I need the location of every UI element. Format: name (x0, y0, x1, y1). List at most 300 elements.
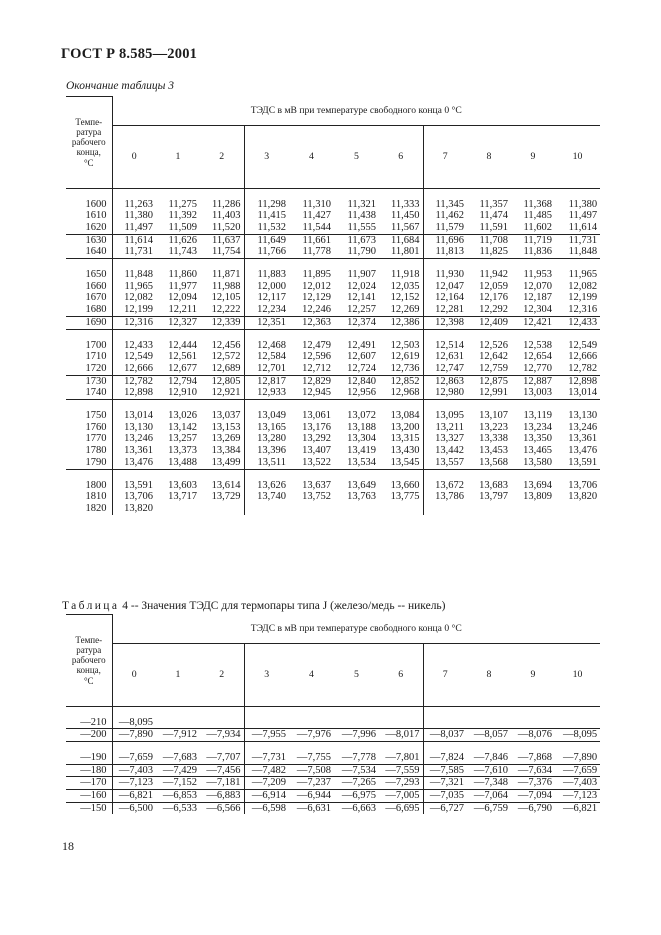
page-number: 18 (62, 839, 74, 853)
emf-value-cell: —8,095 (555, 729, 600, 742)
row-temperature: 1720 (66, 363, 112, 375)
emf-value-cell: 11,368 (523, 198, 552, 210)
emf-value-cell: —6,631 (296, 802, 331, 814)
emf-value-cell: —7,237 (289, 777, 334, 790)
row-temperature: 1790 (66, 457, 112, 469)
column-header-2: 2 (200, 643, 244, 706)
column-header-1: 1 (156, 643, 200, 706)
emf-value-cell: 13,037 (200, 410, 244, 422)
emf-value-cell: 11,637 (200, 234, 244, 246)
emf-value-cell: 11,719 (523, 234, 552, 246)
emf-value-cell: 11,614 (124, 234, 153, 246)
emf-value-cell: 12,956 (334, 387, 379, 399)
emf-value-cell: —7,403 (555, 777, 600, 790)
emf-value-cell: 13,591 (555, 457, 600, 469)
emf-value-cell: 12,433 (124, 339, 153, 351)
emf-value-cell: 12,035 (379, 281, 423, 293)
emf-value-cell: 13,234 (523, 421, 552, 433)
emf-value-cell: 12,584 (257, 351, 286, 363)
temp-header-line: ратура (76, 644, 102, 655)
emf-value-cell: 11,942 (479, 269, 508, 281)
emf-value-cell: 12,059 (479, 280, 508, 292)
emf-value-cell: 13,706 (124, 491, 153, 503)
temp-header-line: конца, (76, 147, 101, 158)
emf-value-cell: —7,890 (112, 729, 156, 742)
emf-value-cell: 13,660 (379, 480, 423, 492)
emf-value-cell: 11,509 (156, 222, 200, 234)
emf-value-cell: 11,825 (467, 246, 511, 258)
emf-value-cell: 13,292 (302, 433, 331, 445)
column-header-3: 3 (244, 125, 289, 188)
emf-value-cell: 12,724 (334, 363, 379, 375)
row-temperature: 1810 (66, 491, 112, 503)
table3 (66, 96, 600, 515)
temp-column-header (66, 615, 112, 707)
emf-value-cell: —6,695 (379, 802, 423, 814)
emf-value-cell: —7,890 (555, 752, 600, 764)
row-temperature: —180 (66, 764, 112, 777)
emf-value-cell: 12,117 (257, 292, 286, 304)
emf-value-cell: —7,123 (555, 790, 600, 803)
emf-value-cell: 11,474 (479, 210, 508, 222)
emf-value-cell: 12,000 (257, 280, 286, 292)
emf-value-cell (379, 717, 423, 729)
emf-value-cell: 12,933 (244, 387, 289, 399)
emf-value-cell: —8,037 (423, 729, 467, 742)
emf-value-cell: —8,076 (511, 729, 555, 742)
emf-value-cell: 13,246 (124, 433, 153, 445)
emf-value-cell: —7,559 (379, 764, 423, 777)
emf-value-cell: —7,824 (423, 752, 467, 764)
temp-header-line: рабочего (71, 137, 106, 148)
emf-value-cell (200, 503, 244, 515)
emf-value-cell: 11,310 (302, 198, 331, 210)
emf-value-cell: 12,968 (379, 387, 423, 399)
row-gap (66, 706, 600, 717)
emf-value-cell: 12,701 (244, 363, 289, 375)
column-header-0: 0 (112, 125, 156, 188)
emf-value-cell: —7,094 (511, 790, 555, 803)
row-temperature: 1800 (66, 480, 112, 492)
emf-value-cell: 11,731 (568, 234, 598, 246)
table4 (66, 614, 600, 814)
emf-value-cell: 13,304 (347, 433, 376, 445)
emf-value-cell: 11,321 (347, 198, 376, 210)
row-temperature: 1670 (66, 292, 112, 304)
emf-value-cell: 12,129 (302, 292, 331, 304)
emf-value-cell: 11,965 (124, 280, 153, 292)
column-header-6: 6 (379, 125, 423, 188)
emf-value-cell: 11,684 (379, 234, 423, 246)
column-header-8: 8 (467, 643, 511, 706)
emf-value-cell: —8,095 (112, 717, 156, 729)
emf-value-cell: 11,415 (257, 210, 286, 222)
emf-value-cell (156, 503, 200, 515)
emf-value-cell: 13,430 (379, 445, 423, 457)
emf-value-cell (289, 717, 334, 729)
emf-value-cell: 13,361 (124, 445, 153, 457)
emf-value-cell: 13,153 (200, 422, 244, 434)
row-temperature: 1730 (66, 375, 112, 387)
emf-value-cell: 13,003 (511, 387, 555, 399)
temp-header-line: °С (83, 157, 94, 168)
emf-value-cell: 12,782 (124, 375, 153, 387)
emf-value-cell: —7,707 (200, 752, 244, 764)
emf-value-cell: 12,898 (112, 387, 156, 399)
emf-value-cell: —7,955 (244, 729, 289, 742)
table-row (66, 269, 600, 281)
emf-value-cell: 11,345 (435, 198, 464, 210)
emf-value-cell: 12,468 (257, 339, 286, 351)
column-header-5: 5 (334, 125, 379, 188)
emf-value-cell: 13,026 (168, 410, 197, 422)
emf-value-cell: 11,754 (200, 246, 244, 258)
emf-value-cell: 11,766 (244, 246, 289, 258)
emf-value-cell: 11,333 (379, 199, 423, 211)
emf-value-cell: —6,727 (429, 802, 464, 814)
emf-value-cell: —6,821 (112, 790, 156, 803)
row-temperature: 1780 (66, 445, 112, 457)
emf-value-cell: 12,538 (523, 339, 552, 351)
row-temperature: 1630 (66, 234, 112, 246)
emf-value-cell: 12,852 (379, 375, 423, 387)
emf-value-cell: 13,442 (435, 445, 464, 457)
row-gap (66, 400, 600, 411)
emf-value-cell: 12,654 (523, 351, 552, 363)
row-temperature: —190 (66, 752, 112, 764)
column-header-0: 0 (112, 643, 156, 706)
emf-value-cell: 12,363 (289, 316, 334, 329)
emf-value-cell: 11,918 (379, 269, 423, 281)
emf-value-cell: —7,801 (379, 752, 423, 764)
emf-value-cell: 11,801 (379, 246, 423, 258)
emf-value-cell (244, 717, 289, 729)
emf-value-cell: 12,281 (423, 304, 467, 316)
table-row (66, 752, 600, 764)
emf-value-cell: 11,544 (289, 222, 334, 234)
table4-caption-prefix: Таблица (62, 600, 120, 612)
emf-value-cell: 13,396 (257, 445, 286, 457)
emf-value-cell: 12,082 (124, 292, 153, 304)
emf-value-cell: 13,465 (523, 445, 552, 457)
emf-value-cell: 12,246 (289, 304, 334, 316)
emf-value-cell: 11,555 (334, 222, 379, 234)
table-row (66, 802, 600, 814)
emf-value-cell: 12,012 (302, 280, 331, 292)
emf-value-cell: 12,269 (379, 304, 423, 316)
emf-value-cell: —7,181 (200, 777, 244, 790)
emf-value-cell: 11,895 (302, 269, 331, 281)
emf-value-cell: —7,755 (289, 752, 334, 764)
emf-value-cell: 12,689 (200, 363, 244, 375)
column-header-7: 7 (423, 643, 467, 706)
emf-value-cell: 13,095 (435, 410, 464, 422)
emf-value-cell: —7,683 (156, 752, 200, 764)
emf-value-cell: 12,070 (523, 280, 552, 292)
table-row (66, 316, 600, 329)
emf-value-cell: 11,532 (244, 222, 289, 234)
table-row (66, 387, 600, 399)
emf-value-cell: 11,485 (523, 210, 552, 222)
emf-value-cell: 11,696 (435, 234, 464, 246)
emf-value-cell: 12,433 (555, 316, 600, 329)
column-header-4: 4 (289, 643, 334, 706)
emf-value-cell: 12,339 (200, 316, 244, 329)
emf-value-cell: 12,759 (467, 363, 511, 375)
table-row (66, 777, 600, 790)
emf-value-cell: 11,380 (124, 210, 153, 222)
table-row (66, 375, 600, 387)
table4-caption-text: -- Значения ТЭДС для термопары типа J (железо/медь -- никель) (127, 600, 446, 612)
column-header-2: 2 (200, 125, 244, 188)
temp-header-line: ратура (76, 126, 102, 137)
emf-value-cell: —6,975 (334, 790, 379, 803)
row-temperature: 1760 (66, 422, 112, 434)
emf-value-cell: —7,659 (555, 764, 600, 777)
emf-value-cell: 13,014 (124, 410, 153, 422)
emf-value-cell: 12,141 (347, 292, 376, 304)
emf-value-cell: 13,200 (379, 422, 423, 434)
table-row (66, 340, 600, 352)
table3-continuation-caption: Окончание таблицы 3 (66, 80, 174, 92)
emf-value-cell: 13,014 (555, 387, 600, 399)
emf-value-cell: —6,914 (244, 790, 289, 803)
temp-header-line: конца, (76, 665, 101, 676)
emf-value-cell (423, 503, 467, 515)
emf-value-cell: 13,522 (289, 457, 334, 469)
emf-value-cell: 12,456 (200, 340, 244, 352)
emf-value-cell (289, 503, 334, 515)
table-row (66, 445, 600, 457)
emf-value-cell: 13,176 (302, 421, 331, 433)
column-header-5: 5 (334, 643, 379, 706)
row-temperature: 1770 (66, 433, 112, 445)
emf-value-cell: —7,209 (244, 777, 289, 790)
emf-value-cell: 11,357 (479, 198, 508, 210)
emf-value-cell: —6,944 (289, 790, 334, 803)
emf-value-cell (467, 717, 511, 729)
emf-value-cell: 12,164 (435, 292, 464, 304)
table-row (66, 234, 600, 246)
emf-value-cell: 13,717 (168, 491, 197, 503)
row-temperature: 1600 (66, 199, 112, 211)
emf-super-header: ТЭДС в мВ при температуре свободного конца 0 °С (112, 97, 600, 126)
emf-value-cell: —7,868 (511, 752, 555, 764)
emf-value-cell: 12,503 (379, 340, 423, 352)
emf-value-cell: 12,316 (112, 316, 156, 329)
emf-value-cell: 13,453 (479, 445, 508, 457)
emf-value-cell: —7,005 (379, 790, 423, 803)
row-temperature: 1820 (66, 503, 112, 515)
emf-value-cell: 12,421 (511, 316, 555, 329)
emf-value-cell: 12,794 (168, 375, 197, 387)
row-temperature: —200 (66, 729, 112, 742)
emf-value-cell: 11,988 (200, 281, 244, 293)
temp-header-line: рабочего (71, 655, 106, 666)
emf-value-cell: 13,119 (523, 410, 552, 422)
emf-value-cell: 11,860 (168, 269, 197, 281)
emf-value-cell: 12,712 (289, 363, 334, 375)
row-gap (66, 469, 600, 480)
emf-value-cell: 11,263 (124, 198, 153, 210)
row-temperature: —160 (66, 790, 112, 803)
emf-value-cell: 11,392 (168, 210, 197, 222)
emf-value-cell: 13,084 (379, 410, 423, 422)
emf-value-cell: 11,649 (257, 234, 286, 246)
emf-value-cell: 12,351 (244, 316, 289, 329)
emf-value-cell (511, 503, 555, 515)
row-temperature: 1700 (66, 340, 112, 352)
emf-value-cell: 12,082 (568, 280, 598, 292)
emf-value-cell: 12,607 (347, 351, 376, 363)
emf-value-cell: 11,790 (334, 246, 379, 258)
emf-value-cell: 13,752 (302, 491, 331, 503)
emf-super-header: ТЭДС в мВ при температуре свободного конца 0 °С (112, 615, 600, 644)
emf-value-cell (423, 717, 467, 729)
emf-value-cell: 12,945 (289, 387, 334, 399)
emf-value-cell: 13,672 (435, 479, 464, 491)
emf-value-cell: 13,280 (257, 433, 286, 445)
emf-value-cell: 12,444 (168, 339, 197, 351)
emf-value-cell: 11,848 (555, 246, 600, 258)
row-gap (66, 259, 600, 270)
table-row (66, 717, 600, 729)
emf-value-cell: —8,017 (379, 729, 423, 742)
emf-value-cell: 13,361 (568, 433, 598, 445)
emf-value-cell: 12,234 (244, 304, 289, 316)
emf-value-cell: 12,549 (124, 351, 153, 363)
emf-value-cell: 12,572 (200, 351, 244, 363)
emf-value-cell: —7,731 (244, 752, 289, 764)
emf-value-cell: 12,980 (423, 387, 467, 399)
emf-value-cell: 11,520 (200, 222, 244, 234)
emf-value-cell: —7,429 (156, 764, 200, 777)
emf-value-cell: 13,729 (200, 491, 244, 503)
emf-value-cell: 13,350 (523, 433, 552, 445)
table-row (66, 503, 600, 515)
emf-value-cell (156, 717, 200, 729)
emf-value-cell: 11,602 (511, 222, 555, 234)
emf-value-cell: 13,797 (479, 491, 508, 503)
emf-value-cell: 12,991 (467, 387, 511, 399)
emf-value-cell: 12,829 (302, 375, 331, 387)
column-header-9: 9 (511, 125, 555, 188)
emf-value-cell: —7,482 (244, 764, 289, 777)
emf-value-cell: 11,708 (479, 234, 508, 246)
table-row (66, 422, 600, 434)
emf-value-cell: 12,631 (435, 351, 464, 363)
emf-value-cell: 13,049 (257, 410, 286, 422)
emf-value-cell: 11,427 (302, 210, 331, 222)
emf-value-cell (200, 717, 244, 729)
emf-value-cell: 13,775 (379, 491, 423, 503)
emf-value-cell: 12,479 (302, 339, 331, 351)
emf-value-cell: 13,476 (112, 457, 156, 469)
emf-value-cell: 13,338 (479, 433, 508, 445)
emf-value-cell: 13,373 (168, 445, 197, 457)
emf-value-cell: —7,265 (334, 777, 379, 790)
row-temperature: 1690 (66, 316, 112, 329)
table-row (66, 410, 600, 422)
emf-value-cell: 12,105 (200, 292, 244, 304)
emf-value-cell: 12,386 (379, 316, 423, 329)
column-header-10: 10 (555, 125, 600, 188)
emf-value-cell: 12,840 (347, 375, 376, 387)
emf-value-cell: 11,930 (435, 269, 464, 281)
emf-value-cell: 13,626 (257, 479, 286, 491)
row-temperature: 1610 (66, 210, 112, 222)
emf-value-cell: 13,580 (511, 457, 555, 469)
emf-value-cell: 12,211 (156, 304, 200, 316)
emf-value-cell: 12,327 (156, 316, 200, 329)
emf-value-cell (467, 503, 511, 515)
emf-value-cell: 11,731 (112, 246, 156, 258)
emf-value-cell: 11,497 (568, 210, 598, 222)
emf-value-cell: 13,269 (200, 433, 244, 445)
emf-value-cell: 13,165 (257, 421, 286, 433)
row-temperature: —170 (66, 777, 112, 790)
temp-header-line: Темпе- (75, 634, 103, 645)
emf-value-cell: 13,130 (124, 421, 153, 433)
emf-value-cell: 12,514 (435, 339, 464, 351)
emf-value-cell: 12,094 (168, 292, 197, 304)
column-header-4: 4 (289, 125, 334, 188)
emf-value-cell: 13,809 (523, 491, 552, 503)
temp-header-line: °С (83, 675, 94, 686)
emf-value-cell: —6,853 (156, 790, 200, 803)
table-row (66, 246, 600, 258)
emf-value-cell: 12,782 (555, 363, 600, 375)
emf-value-cell: 13,327 (435, 433, 464, 445)
column-header-7: 7 (423, 125, 467, 188)
emf-value-cell: 11,626 (168, 234, 197, 246)
emf-value-cell: —7,508 (289, 764, 334, 777)
emf-value-cell: 13,649 (347, 479, 376, 491)
emf-value-cell: 11,438 (347, 210, 376, 222)
emf-value-cell: 11,450 (379, 210, 423, 222)
emf-value-cell: —6,759 (473, 802, 508, 814)
emf-value-cell: 13,488 (156, 457, 200, 469)
emf-value-cell: —7,403 (112, 764, 156, 777)
emf-value-cell: —7,293 (379, 777, 423, 790)
emf-value-cell: 13,476 (568, 445, 598, 457)
table-row (66, 729, 600, 742)
emf-value-cell: 13,603 (168, 479, 197, 491)
emf-value-cell: 13,614 (200, 480, 244, 492)
row-temperature: 1740 (66, 387, 112, 399)
emf-value-cell: 13,188 (347, 421, 376, 433)
emf-value-cell (244, 503, 289, 515)
emf-value-cell: 12,898 (568, 375, 598, 387)
emf-value-cell: —7,610 (467, 764, 511, 777)
emf-value-cell: —7,634 (511, 764, 555, 777)
emf-value-cell: 12,222 (200, 304, 244, 316)
temp-column-header (66, 97, 112, 189)
emf-value-cell: 12,526 (479, 339, 508, 351)
row-temperature: 1640 (66, 246, 112, 258)
emf-value-cell: 12,152 (379, 292, 423, 304)
emf-value-cell: —6,566 (200, 802, 244, 814)
emf-value-cell: 13,694 (523, 479, 552, 491)
emf-value-cell: 13,384 (200, 445, 244, 457)
row-temperature: 1680 (66, 304, 112, 316)
emf-value-cell: 13,246 (568, 421, 598, 433)
table4-caption-number: 4 (122, 600, 128, 612)
emf-value-cell: —6,598 (251, 802, 286, 814)
emf-value-cell: 11,614 (555, 222, 600, 234)
emf-value-cell: 11,497 (112, 222, 156, 234)
emf-value-cell: 12,642 (479, 351, 508, 363)
